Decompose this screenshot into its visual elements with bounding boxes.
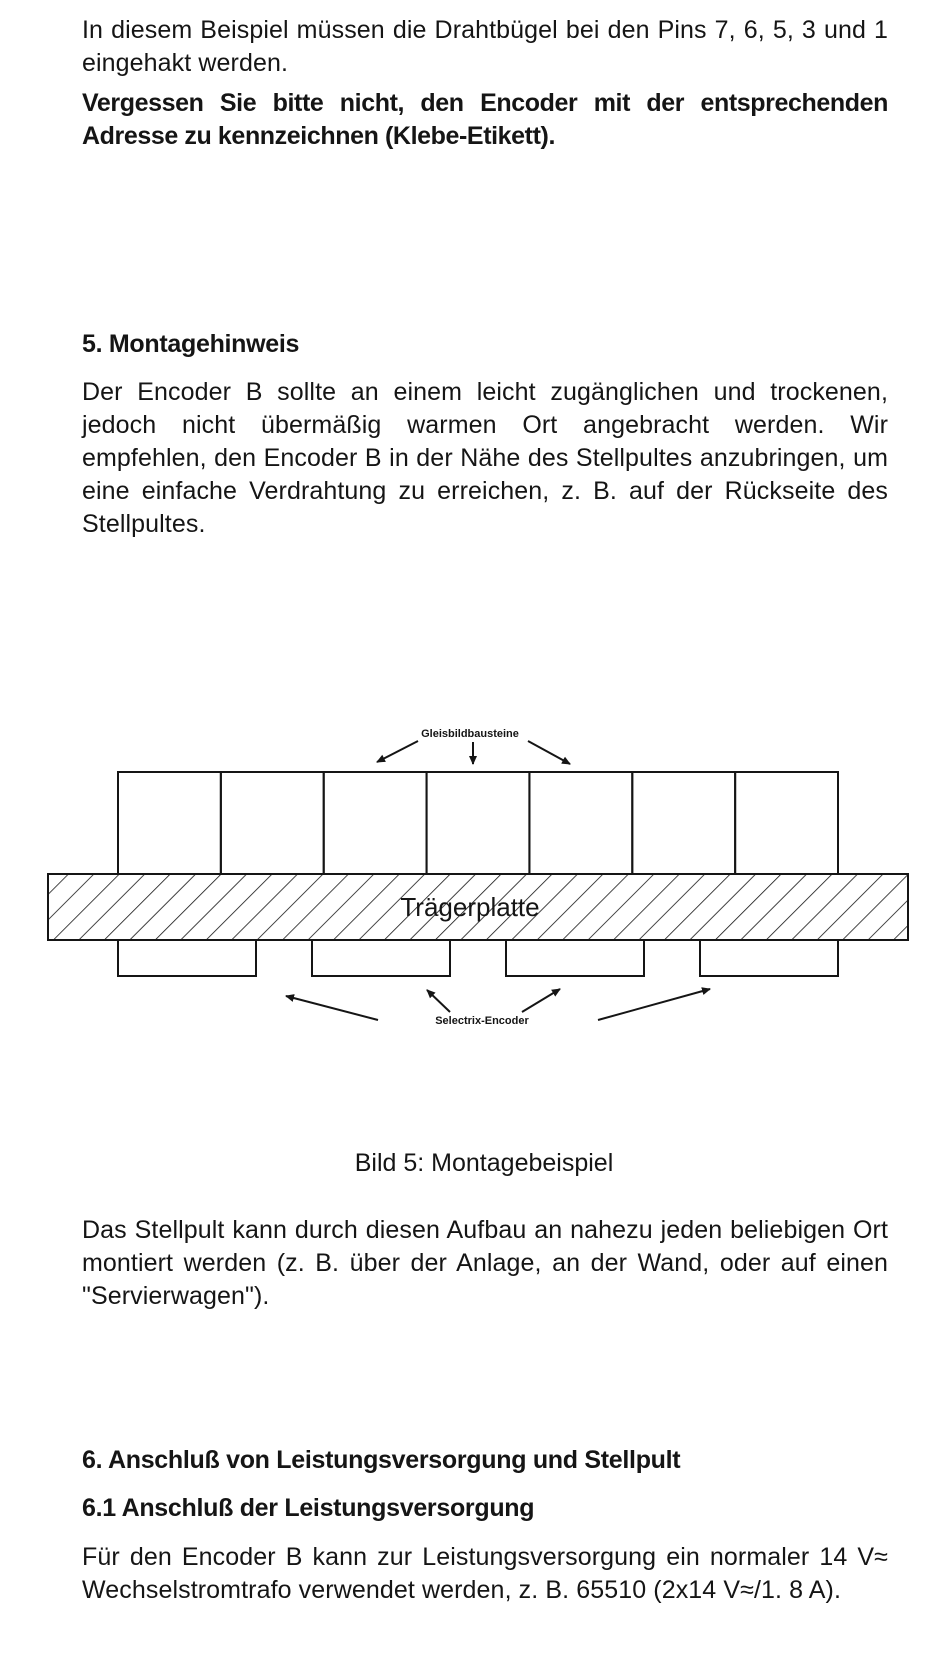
track-module-box [221,772,324,874]
figure-caption: Bild 5: Montagebeispiel [354,1149,614,1177]
modules-label: Gleisbildbausteine [421,728,519,740]
track-module-box [735,772,838,874]
modules-arrow-left [377,741,418,762]
plate-label: Trägerplatte [400,892,540,922]
intro-paragraph: In diesem Beispiel müssen die Drahtbügel bei den Pins 7, 6, 5, 3 und 1 eingehakt werden. [82,16,888,77]
track-module-box [632,772,735,874]
track-module-box [118,772,221,874]
section6-1-paragraph: Für den Encoder B kann zur Leistungsversorgung ein normaler 14 V≈ Wechselstromtrafo verwendet werden, z. B. 65510 (2x14 V≈/1. 8 A). [82,1543,888,1604]
mounting-diagram [0,700,938,1040]
encoder-arrow-4 [598,989,710,1020]
track-module-row [118,772,838,874]
intro-bold-note: Vergessen Sie bitte nicht, den Encoder mit der entsprechenden Adresse zu kennzeichnen (Klebe-Etikett). [82,89,888,150]
track-module-box [529,772,632,874]
track-module-box [427,772,530,874]
section5-heading: 5. Montagehinweis [82,330,300,358]
encoder-arrow-3 [522,989,560,1012]
encoder-arrow-1 [286,996,378,1020]
encoder-box [700,940,838,976]
encoder-box [506,940,644,976]
section6-1-subheading: 6.1 Anschluß der Leistungsversorgung [82,1494,535,1522]
encoder-box [118,940,256,976]
section5-paragraph: Der Encoder B sollte an einem leicht zugänglichen und trockenen, jedoch nicht übermäßig warmen Ort angebracht werden. Wir empfehlen, den Encoder B in der Nähe des Stellpultes anzubringen, um eine einfache Verdrahtung zu erreichen, z. B. auf der Rückseite des Stellpultes. [82,378,888,538]
after-figure-paragraph: Das Stellpult kann durch diesen Aufbau an nahezu jeden beliebigen Ort montiert werden (z. B. über der Anlage, an der Wand, oder auf einen "Servierwagen"). [82,1216,888,1310]
track-module-box [324,772,427,874]
encoder-arrow-2 [427,990,450,1012]
encoder-row [118,940,838,976]
modules-arrow-right [528,741,570,764]
encoders-label: Selectrix-Encoder [435,1015,529,1027]
encoder-box [312,940,450,976]
section6-heading: 6. Anschluß von Leistungsversorgung und Stellpult [82,1446,681,1474]
